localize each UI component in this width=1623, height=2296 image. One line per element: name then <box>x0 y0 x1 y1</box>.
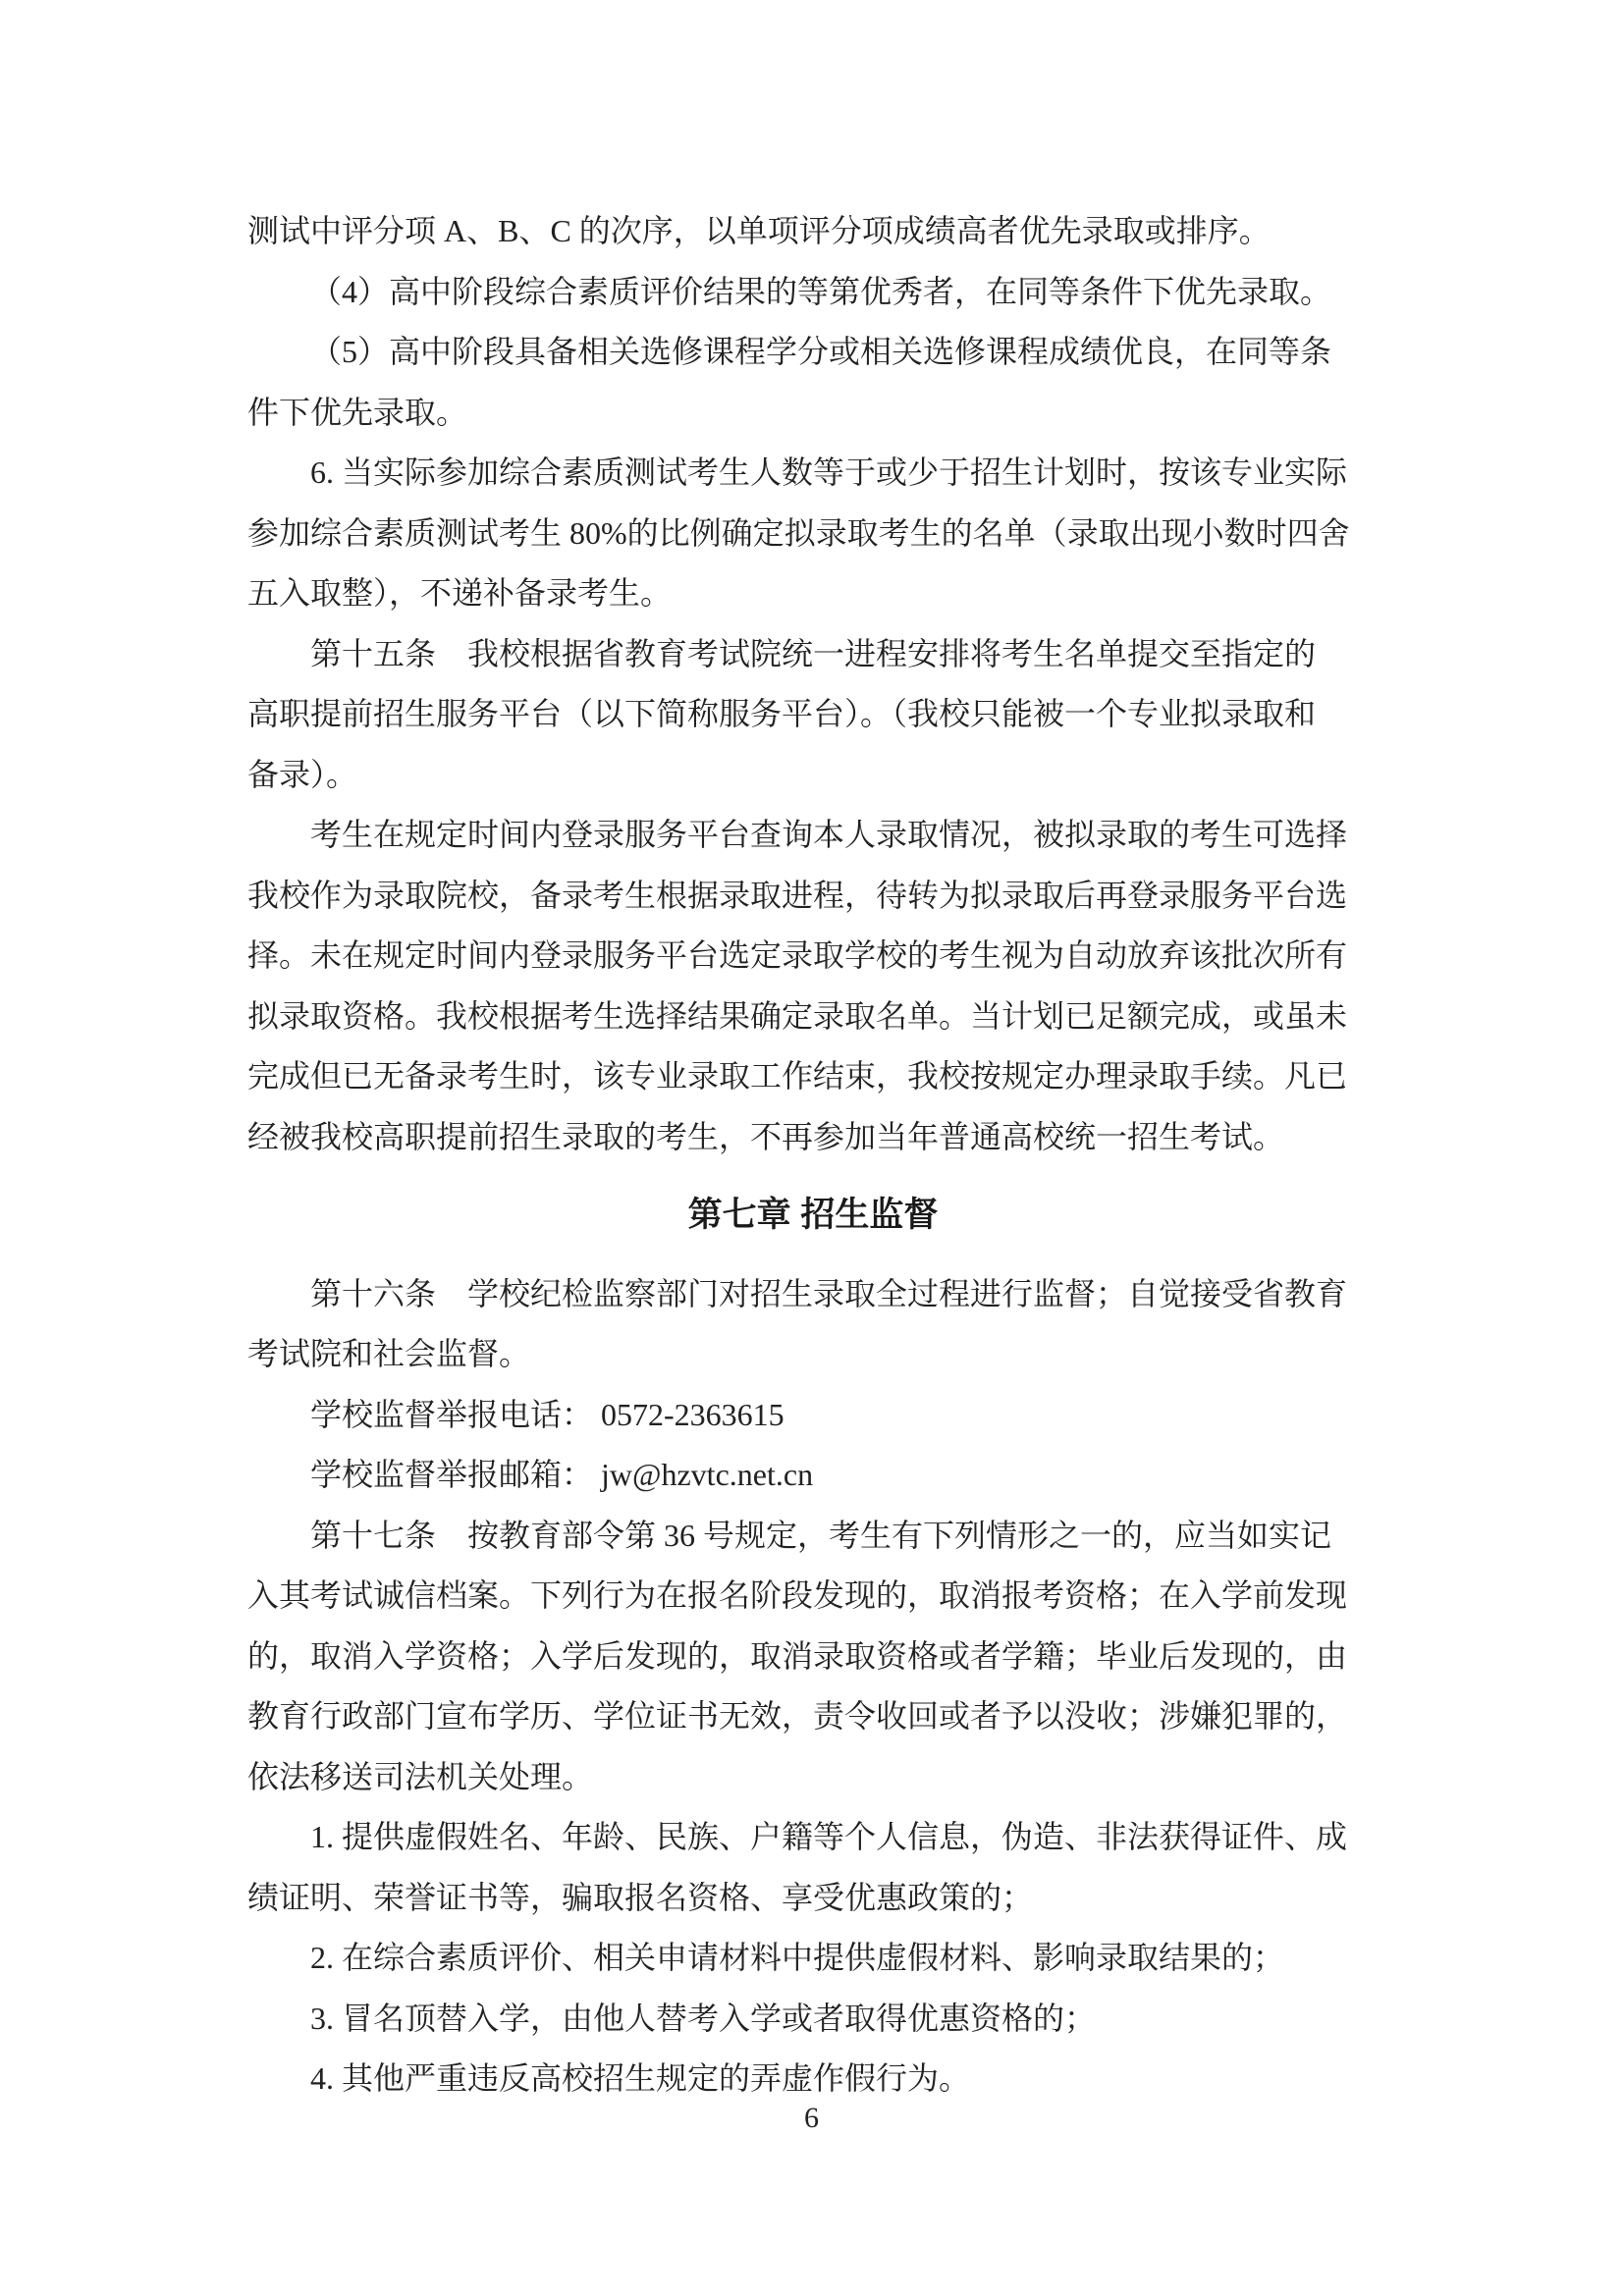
text-line: 的，取消入学资格；入学后发现的，取消录取资格或者学籍；毕业后发现的，由 <box>247 1637 1348 1674</box>
text-line: 完成但已无备录考生时，该专业录取工作结束，我校按规定办理录取手续。凡已 <box>247 1058 1348 1094</box>
text-line: 第十七条 按教育部令第 36 号规定，考生有下列情形之一的，应当如实记 <box>310 1517 1332 1553</box>
text-line: （5）高中阶段具备相关选修课程学分或相关选修课程成绩优良，在同等条 <box>310 334 1332 369</box>
text-line: （4）高中阶段综合素质评价结果的等第优秀者，在同等条件下优先录取。 <box>310 273 1332 309</box>
supervision-phone-line: 学校监督举报电话： 0572-2363615 <box>310 1396 784 1432</box>
text-line: 择。未在规定时间内登录服务平台选定录取学校的考生视为自动放弃该批次所有 <box>247 937 1348 973</box>
text-line: 第十五条 我校根据省教育考试院统一进程安排将考生名单提交至指定的 <box>310 635 1317 671</box>
text-line: 经被我校高职提前招生录取的考生，不再参加当年普通高校统一招生考试。 <box>247 1118 1285 1154</box>
text-line: 第十六条 学校纪检监察部门对招生录取全过程进行监督；自觉接受省教育 <box>310 1275 1348 1311</box>
text-line: 备录）。 <box>247 756 358 792</box>
text-line: 拟录取资格。我校根据考生选择结果确定录取名单。当计划已足额完成，或虽未 <box>247 997 1348 1034</box>
supervision-email-line: 学校监督举报邮箱： jw@hzvtc.net.cn <box>310 1457 814 1492</box>
list-item: 3. 冒名顶替入学，由他人替考入学或者取得优惠资格的； <box>310 2000 1097 2036</box>
text-line: 6. 当实际参加综合素质测试考生人数等于或少于招生计划时，按该专业实际 <box>310 454 1348 490</box>
text-line: 高职提前招生服务平台（以下简称服务平台）。（我校只能被一个专业拟录取和 <box>247 696 1317 731</box>
list-item: 2. 在综合素质评价、相关申请材料中提供虚假材料、影响录取结果的； <box>310 1940 1285 1975</box>
text-line: 参加综合素质测试考生 80%的比例确定拟录取考生的名单（录取出现小数时四舍 <box>247 514 1350 551</box>
text-line: 教育行政部门宣布学历、学位证书无效，责令收回或者予以没收；涉嫌犯罪的， <box>247 1698 1348 1734</box>
document-body <box>247 201 1379 2109</box>
text-line: 考试院和社会监督。 <box>247 1336 531 1371</box>
text-line: 绩证明、荣誉证书等，骗取报名资格、享受优惠政策的； <box>247 1879 1034 1915</box>
text-line: 我校作为录取院校，备录考生根据录取进程，待转为拟录取后再登录服务平台选 <box>247 877 1348 913</box>
chapter-heading: 第七章 招生监督 <box>687 1196 939 1234</box>
text-line: 入其考试诚信档案。下列行为在报名阶段发现的，取消报考资格；在入学前发现 <box>247 1577 1348 1613</box>
page-number: 6 <box>804 2102 819 2134</box>
text-line: 测试中评分项 A、B、C 的次序，以单项评分项成绩高者优先录取或排序。 <box>247 213 1271 248</box>
list-item: 1. 提供虚假姓名、年龄、民族、户籍等个人信息，伪造、非法获得证件、成 <box>310 1819 1348 1854</box>
text-line: 件下优先录取。 <box>247 394 468 430</box>
list-item: 4. 其他严重违反高校招生规定的弄虚作假行为。 <box>310 2060 971 2096</box>
text-line: 五入取整），不递补备录考生。 <box>247 575 673 611</box>
text-line: 依法移送司法机关处理。 <box>247 1758 594 1794</box>
text-line: 考生在规定时间内登录服务平台查询本人录取情况，被拟录取的考生可选择 <box>310 817 1348 852</box>
